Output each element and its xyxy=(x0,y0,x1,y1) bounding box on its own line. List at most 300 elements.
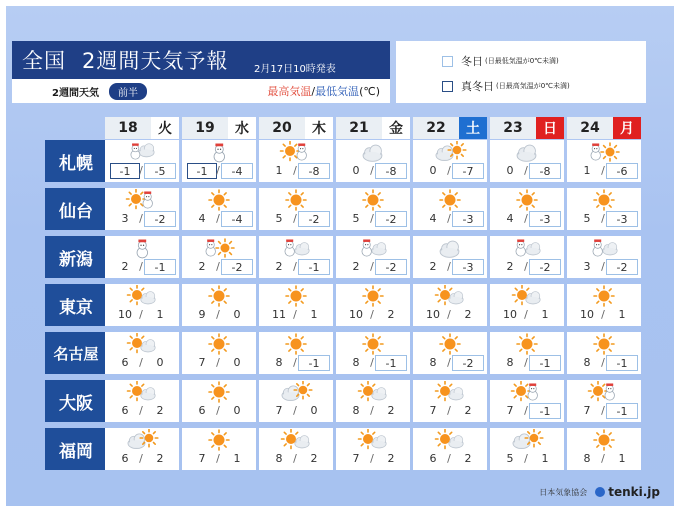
snow-cloud-icon xyxy=(490,237,564,259)
snow-cloud-icon xyxy=(567,237,641,259)
cloud-sun-icon xyxy=(490,429,564,451)
max-temp: 2 xyxy=(429,260,437,273)
forecast-cell xyxy=(105,380,179,422)
forecast-cell xyxy=(336,140,410,182)
forecast-cell xyxy=(259,188,333,230)
temp-separator: / xyxy=(524,260,528,273)
min-temp: 2 xyxy=(156,404,164,417)
min-temp: 2 xyxy=(310,452,318,465)
temp-separator: / xyxy=(216,164,220,177)
sun-icon xyxy=(182,333,256,355)
max-temp: 0 xyxy=(506,164,514,177)
forecast-cell xyxy=(413,332,487,374)
sun-icon xyxy=(336,333,410,355)
day-header xyxy=(336,117,410,139)
weekday-label: 金 xyxy=(382,117,410,139)
mafuyubi-label: 真冬日 xyxy=(461,80,494,93)
cloud-sun-icon xyxy=(259,381,333,403)
logo-text: tenki.jp xyxy=(608,485,660,499)
day-number: 23 xyxy=(490,117,536,139)
temp-separator: / xyxy=(447,164,451,177)
forecast-cell xyxy=(413,188,487,230)
forecast-cell xyxy=(490,140,564,182)
day-number: 22 xyxy=(413,117,459,139)
max-temp: 2 xyxy=(198,260,206,273)
min-temp: -1 xyxy=(529,355,561,371)
max-temp: 6 xyxy=(429,452,437,465)
sun-icon xyxy=(182,429,256,451)
sun-icon xyxy=(490,189,564,211)
min-temp: -2 xyxy=(144,211,176,227)
sun-shape xyxy=(294,381,312,399)
min-temp: 0 xyxy=(310,404,318,417)
day-header xyxy=(490,117,564,139)
day-header xyxy=(567,117,641,139)
forecast-cell xyxy=(259,380,333,422)
max-temp: 7 xyxy=(275,404,283,417)
min-temp: -8 xyxy=(529,163,561,179)
forecast-cell xyxy=(567,380,641,422)
max-temp: 10 xyxy=(118,308,132,321)
period-badge: 前半 xyxy=(109,83,147,100)
temp-separator: / xyxy=(447,212,451,225)
cloud-sun-icon xyxy=(413,141,487,163)
min-temp: 1 xyxy=(541,452,549,465)
min-temp: -8 xyxy=(375,163,407,179)
temp-separator: / xyxy=(601,212,605,225)
temp-separator: / xyxy=(293,308,297,321)
min-temp: -2 xyxy=(452,355,484,371)
max-temp: 6 xyxy=(121,404,129,417)
snow-sun-icon xyxy=(567,141,641,163)
temp-separator: / xyxy=(139,260,143,273)
sun-shape xyxy=(589,382,608,401)
max-temp: 8 xyxy=(352,356,360,369)
forecast-cell xyxy=(490,332,564,374)
temp-separator: / xyxy=(447,404,451,417)
min-temp: -4 xyxy=(221,211,253,227)
tenki-logo xyxy=(595,485,660,499)
sun-snow-icon xyxy=(105,189,179,211)
title-main: 2週間天気予報 xyxy=(82,49,229,73)
temp-separator: / xyxy=(601,356,605,369)
min-temp: -2 xyxy=(606,259,638,275)
temp-separator: / xyxy=(524,308,528,321)
min-temp: 2 xyxy=(387,452,395,465)
min-temp: -1 xyxy=(298,259,330,275)
forecast-cell xyxy=(182,284,256,326)
temp-separator: / xyxy=(216,404,220,417)
forecast-cell xyxy=(259,428,333,470)
footer xyxy=(539,485,660,499)
max-temp: 10 xyxy=(349,308,363,321)
sun-shape xyxy=(216,239,234,257)
max-temp: 2 xyxy=(506,260,514,273)
sun-shape xyxy=(286,286,306,306)
max-temp: 4 xyxy=(506,212,514,225)
max-temp: 6 xyxy=(121,452,129,465)
max-temp: 5 xyxy=(583,212,591,225)
sun-cloud-icon xyxy=(105,333,179,355)
sun-icon xyxy=(567,285,641,307)
min-temp: 2 xyxy=(156,452,164,465)
credit-text: 日本気象協会 xyxy=(539,487,588,497)
day-header xyxy=(105,117,179,139)
forecast-cell xyxy=(490,236,564,278)
max-temp: 2 xyxy=(121,260,129,273)
temp-separator: / xyxy=(601,308,605,321)
forecast-cell xyxy=(336,332,410,374)
temp-separator: / xyxy=(524,404,528,417)
sun-icon xyxy=(259,333,333,355)
min-temp: 1 xyxy=(541,308,549,321)
forecast-cell xyxy=(336,284,410,326)
temp-separator: / xyxy=(139,212,143,225)
max-temp: 7 xyxy=(583,404,591,417)
city-label: 大阪 xyxy=(45,380,107,422)
max-temp: 7 xyxy=(506,404,514,417)
max-temp: 5 xyxy=(275,212,283,225)
min-temp: -6 xyxy=(606,163,638,179)
cloud-sun-icon xyxy=(105,429,179,451)
forecast-cell xyxy=(105,332,179,374)
forecast-cell xyxy=(490,428,564,470)
sun-icon xyxy=(567,429,641,451)
temp-separator: / xyxy=(139,164,143,177)
sun-shape xyxy=(209,190,229,210)
min-temp: -3 xyxy=(452,259,484,275)
temp-unit: (℃) xyxy=(359,85,380,98)
sun-shape xyxy=(440,190,460,210)
temp-separator: / xyxy=(524,164,528,177)
min-temp: -1 xyxy=(375,355,407,371)
sun-cloud-icon xyxy=(413,285,487,307)
sun-shape xyxy=(209,286,229,306)
forecast-cell xyxy=(336,380,410,422)
max-temp: 8 xyxy=(583,452,591,465)
sun-shape xyxy=(140,429,158,447)
legend-fuyubi xyxy=(442,53,559,69)
day-number: 20 xyxy=(259,117,305,139)
min-temp: 2 xyxy=(387,308,395,321)
forecast-cell xyxy=(182,188,256,230)
min-temp: 0 xyxy=(233,308,241,321)
sun-shape xyxy=(286,334,306,354)
forecast-cell xyxy=(567,332,641,374)
sun-shape xyxy=(281,142,300,161)
weekday-label: 木 xyxy=(305,117,333,139)
forecast-cell xyxy=(567,428,641,470)
temp-separator: / xyxy=(370,164,374,177)
temp-separator: / xyxy=(370,356,374,369)
sun-shape xyxy=(517,334,537,354)
min-temp: -3 xyxy=(529,211,561,227)
weekday-label: 日 xyxy=(536,117,564,139)
sun-shape xyxy=(209,430,229,450)
temp-separator: / xyxy=(370,212,374,225)
sun-icon xyxy=(182,381,256,403)
cloud-icon xyxy=(490,141,564,163)
forecast-cell xyxy=(259,332,333,374)
forecast-cell xyxy=(336,188,410,230)
max-temp: 7 xyxy=(198,356,206,369)
max-temp: 3 xyxy=(583,260,591,273)
weekday-label: 土 xyxy=(459,117,487,139)
sun-icon xyxy=(413,333,487,355)
sun-shape xyxy=(363,190,383,210)
weekday-label: 水 xyxy=(228,117,256,139)
temp-separator: / xyxy=(524,212,528,225)
forecast-cell xyxy=(105,236,179,278)
min-temp: 1 xyxy=(233,452,241,465)
sun-cloud-icon xyxy=(490,285,564,307)
page-title xyxy=(12,41,254,79)
temp-separator: / xyxy=(216,452,220,465)
fuyubi-label: 冬日 xyxy=(461,55,483,68)
forecast-cell xyxy=(336,236,410,278)
min-temp: -2 xyxy=(375,259,407,275)
fuyubi-note: (日最低気温が0℃未満) xyxy=(485,57,559,65)
min-temp: -1 xyxy=(606,355,638,371)
sun-shape xyxy=(594,190,614,210)
max-temp: 8 xyxy=(275,356,283,369)
sun-icon xyxy=(259,189,333,211)
sun-cloud-icon xyxy=(105,285,179,307)
temp-separator: / xyxy=(447,452,451,465)
forecast-cell xyxy=(105,428,179,470)
day-header xyxy=(182,117,256,139)
forecast-cell xyxy=(413,284,487,326)
city-label: 仙台 xyxy=(45,188,107,230)
max-temp: 3 xyxy=(121,212,129,225)
sun-icon xyxy=(413,189,487,211)
forecast-cell xyxy=(490,380,564,422)
min-temp: -2 xyxy=(375,211,407,227)
temp-separator: / xyxy=(370,260,374,273)
forecast-cell xyxy=(182,236,256,278)
cloud-icon xyxy=(336,141,410,163)
max-temp: 2 xyxy=(352,260,360,273)
temp-separator: / xyxy=(601,260,605,273)
max-temp: 8 xyxy=(506,356,514,369)
sun-icon xyxy=(567,189,641,211)
max-temp: 10 xyxy=(503,308,517,321)
min-temp: 2 xyxy=(464,404,472,417)
temp-separator: / xyxy=(139,308,143,321)
max-temp: 5 xyxy=(352,212,360,225)
max-temp: -1 xyxy=(110,163,140,179)
sun-cloud-icon xyxy=(336,429,410,451)
forecast-cell xyxy=(182,380,256,422)
temp-separator: / xyxy=(293,260,297,273)
sun-snow-icon xyxy=(567,381,641,403)
temp-separator: / xyxy=(524,452,528,465)
sun-cloud-icon xyxy=(105,381,179,403)
sun-shape xyxy=(363,286,383,306)
city-label: 福岡 xyxy=(45,428,107,470)
sun-shape xyxy=(209,334,229,354)
max-temp: 8 xyxy=(429,356,437,369)
max-temp: 10 xyxy=(426,308,440,321)
forecast-cell xyxy=(413,236,487,278)
legend-box xyxy=(396,41,646,103)
min-temp: -2 xyxy=(221,259,253,275)
max-temp: 0 xyxy=(429,164,437,177)
forecast-cell xyxy=(413,140,487,182)
issued-time: 2月17日10時発表 xyxy=(254,41,390,79)
max-temp: 1 xyxy=(583,164,591,177)
max-temp: 4 xyxy=(429,212,437,225)
title-scope: 全国 xyxy=(22,49,66,73)
sun-icon xyxy=(490,333,564,355)
sun-shape xyxy=(601,143,619,161)
min-temp: 1 xyxy=(310,308,318,321)
max-temp: 9 xyxy=(198,308,206,321)
weekday-label: 月 xyxy=(613,117,641,139)
temp-separator: / xyxy=(524,356,528,369)
forecast-cell xyxy=(336,428,410,470)
sun-cloud-icon xyxy=(336,381,410,403)
temp-separator: / xyxy=(370,308,374,321)
sun-shape xyxy=(209,382,229,402)
temp-separator: / xyxy=(293,452,297,465)
day-number: 24 xyxy=(567,117,613,139)
snow-sun-icon xyxy=(182,237,256,259)
max-temp: 8 xyxy=(275,452,283,465)
snow-cloud-icon xyxy=(336,237,410,259)
min-temp: -2 xyxy=(298,211,330,227)
min-temp: -5 xyxy=(144,163,176,179)
max-temp: 7 xyxy=(198,452,206,465)
max-temp: 5 xyxy=(506,452,514,465)
temp-separator: / xyxy=(216,212,220,225)
sub-header xyxy=(12,79,390,103)
max-temp: 8 xyxy=(352,404,360,417)
sun-shape xyxy=(594,334,614,354)
cloud-snow-icon xyxy=(105,141,179,163)
max-temp: 1 xyxy=(275,164,283,177)
max-temp: 2 xyxy=(275,260,283,273)
max-temp: 4 xyxy=(198,212,206,225)
temp-separator: / xyxy=(370,404,374,417)
day-number: 21 xyxy=(336,117,382,139)
forecast-cell xyxy=(105,284,179,326)
temp-separator: / xyxy=(447,260,451,273)
temp-separator: / xyxy=(293,212,297,225)
max-temp: 0 xyxy=(352,164,360,177)
city-label: 札幌 xyxy=(45,140,107,182)
sun-icon xyxy=(182,285,256,307)
mafuyubi-square-icon xyxy=(442,81,453,92)
city-label: 名古屋 xyxy=(45,332,107,374)
temp-separator: / xyxy=(216,260,220,273)
sun-snow-icon xyxy=(259,141,333,163)
sun-shape xyxy=(286,190,306,210)
sun-icon xyxy=(336,285,410,307)
min-temp: 2 xyxy=(387,404,395,417)
forecast-cell xyxy=(105,140,179,182)
forecast-cell xyxy=(413,380,487,422)
forecast-cell xyxy=(490,284,564,326)
min-temp: 2 xyxy=(464,452,472,465)
sun-shape xyxy=(512,382,531,401)
min-temp: 1 xyxy=(618,308,626,321)
sun-shape xyxy=(448,141,466,159)
temp-separator: / xyxy=(601,452,605,465)
snow-cloud-icon xyxy=(259,237,333,259)
sun-cloud-icon xyxy=(413,381,487,403)
min-temp: -2 xyxy=(529,259,561,275)
min-temp: 0 xyxy=(156,356,164,369)
temp-separator: / xyxy=(370,452,374,465)
sub-label: 2週間天気 xyxy=(52,87,99,99)
temp-separator: / xyxy=(293,404,297,417)
cloud-icon xyxy=(413,237,487,259)
city-label: 東京 xyxy=(45,284,107,326)
forecast-cell xyxy=(413,428,487,470)
sun-shape xyxy=(127,190,146,209)
forecast-cell xyxy=(182,428,256,470)
sun-icon xyxy=(182,189,256,211)
forecast-cell xyxy=(567,284,641,326)
sun-cloud-icon xyxy=(259,429,333,451)
sun-shape xyxy=(594,286,614,306)
sun-icon xyxy=(259,285,333,307)
max-temp: 6 xyxy=(121,356,129,369)
sun-shape xyxy=(594,430,614,450)
fuyubi-square-icon xyxy=(442,56,453,67)
forecast-cell xyxy=(259,140,333,182)
max-temp: 7 xyxy=(352,452,360,465)
temp-separator: / xyxy=(139,452,143,465)
forecast-cell xyxy=(567,188,641,230)
logo-dot-icon xyxy=(595,487,605,497)
forecast-panel xyxy=(6,6,674,506)
max-temp: -1 xyxy=(187,163,217,179)
min-temp: 0 xyxy=(233,356,241,369)
sun-icon xyxy=(567,333,641,355)
temp-separator: / xyxy=(139,404,143,417)
min-temp: -1 xyxy=(298,355,330,371)
min-temp: -1 xyxy=(529,403,561,419)
forecast-cell xyxy=(259,236,333,278)
temp-separator: / xyxy=(293,356,297,369)
max-temp-label: 最高気温 xyxy=(267,85,312,98)
forecast-cell xyxy=(105,188,179,230)
max-temp: 7 xyxy=(429,404,437,417)
sun-shape xyxy=(363,334,383,354)
day-header xyxy=(259,117,333,139)
forecast-cell xyxy=(567,236,641,278)
min-temp: 0 xyxy=(233,404,241,417)
forecast-cell xyxy=(182,332,256,374)
sun-snow-icon xyxy=(490,381,564,403)
temp-separator: / xyxy=(216,356,220,369)
legend-mafuyubi xyxy=(442,78,570,94)
temp-separator: / xyxy=(216,308,220,321)
min-temp: 1 xyxy=(156,308,164,321)
temp-separator: / xyxy=(311,85,316,98)
max-temp: 11 xyxy=(272,308,286,321)
temp-separator: / xyxy=(447,308,451,321)
day-number: 19 xyxy=(182,117,228,139)
temp-separator: / xyxy=(601,404,605,417)
min-temp: -4 xyxy=(221,163,253,179)
min-temp: -3 xyxy=(452,211,484,227)
forecast-cell xyxy=(490,188,564,230)
min-temp: -1 xyxy=(606,403,638,419)
city-label: 新潟 xyxy=(45,236,107,278)
